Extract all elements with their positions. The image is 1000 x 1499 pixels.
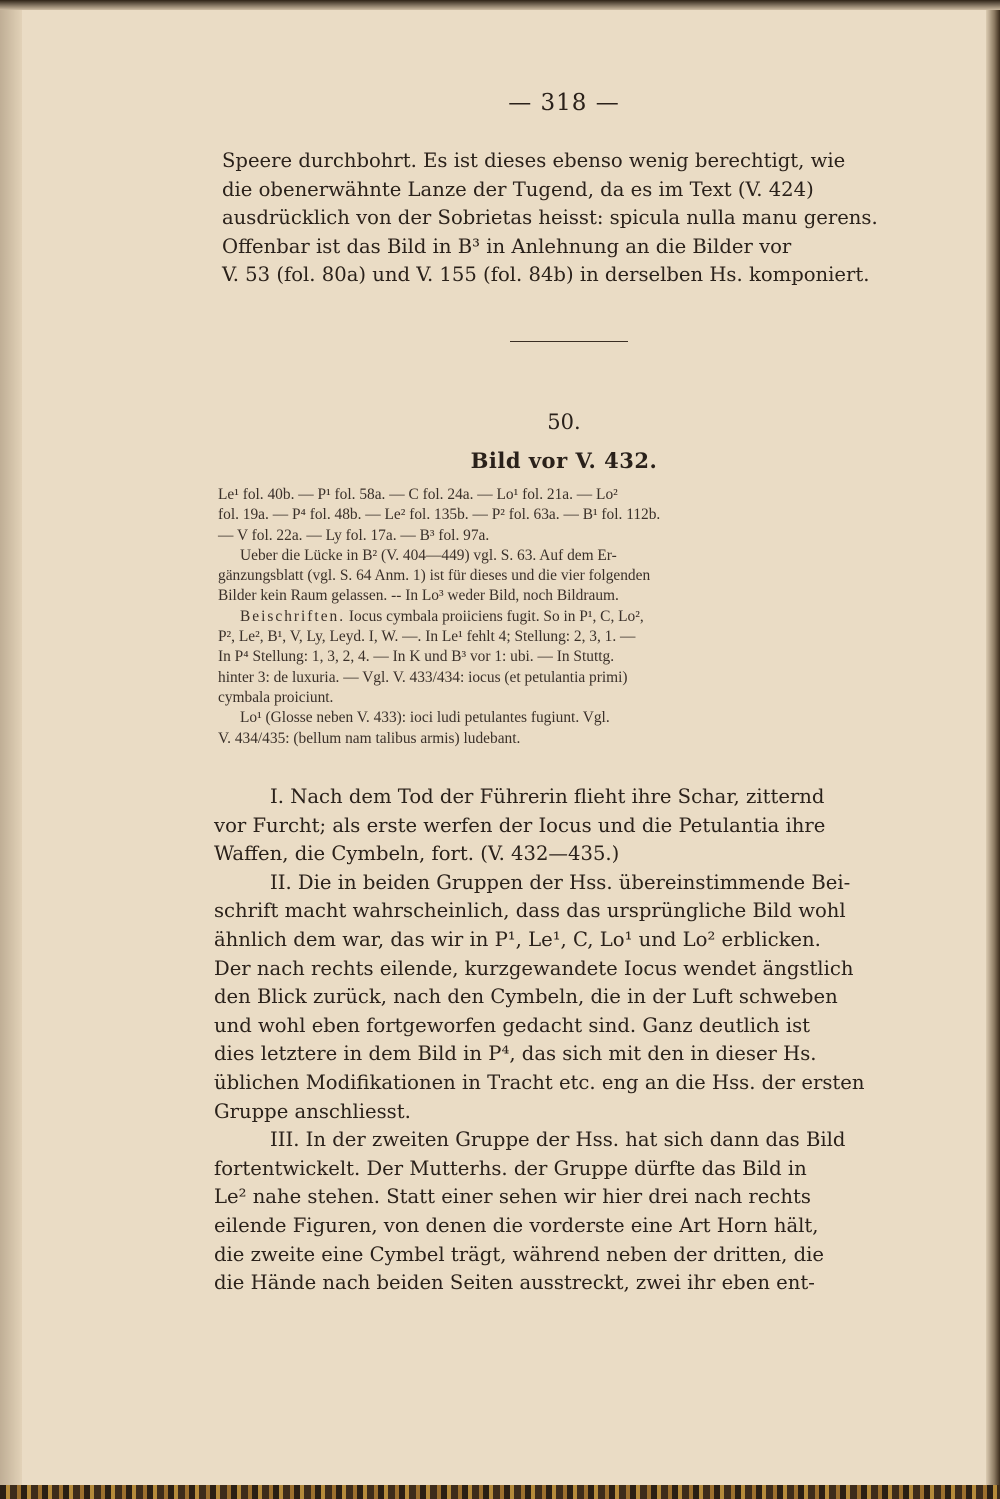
paragraph-line: die Hände nach beiden Seiten ausstreckt, zwei ihr eben ent-: [214, 1271, 815, 1295]
section-divider: [510, 341, 628, 342]
intro-line: V. 53 (fol. 80a) und V. 155 (fol. 84b) in derselben Hs. komponiert.: [222, 263, 870, 287]
gloss-line: V. 434/435: (bellum nam talibus armis) ludebant.: [218, 729, 521, 747]
paragraph-i: [214, 783, 898, 869]
gap-note-line: Bilder kein Raum gelassen. -- In Lo³ weder Bild, noch Bildraum.: [218, 587, 619, 605]
manuscript-line: — V fol. 22a. — Ly fol. 17a. — B³ fol. 97a.: [218, 526, 490, 544]
paragraph-line: ähnlich dem war, das wir in P¹, Le¹, C, Lo¹ und Lo² erblicken.: [214, 927, 821, 951]
paragraph-line: dies letztere in dem Bild in P⁴, das sich mit den in dieser Hs.: [214, 1042, 817, 1066]
intro-line: Offenbar ist das Bild in B³ in Anlehnung an die Bilder vor: [222, 234, 792, 258]
paragraph-line: Gruppe anschliesst.: [214, 1099, 411, 1123]
paragraph-line: III. In der zweiten Gruppe der Hss. hat sich dann das Bild: [270, 1128, 846, 1152]
page-right-edge: [986, 0, 1000, 1499]
critical-apparatus: [218, 485, 904, 749]
section-number: 50.: [547, 410, 581, 434]
inscriptions-line: P², Le², B¹, V, Ly, Leyd. I, W. —. In Le¹ fehlt 4; Stellung: 2, 3, 1. —: [218, 628, 636, 646]
paragraph-line: schrift macht wahrscheinlich, dass das ursprüngliche Bild wohl: [214, 899, 846, 923]
paragraph-line: fortentwickelt. Der Mutterhs. der Gruppe dürfte das Bild in: [214, 1156, 807, 1180]
section-title: Bild vor V. 432.: [470, 448, 658, 473]
page-top-edge: [0, 0, 1000, 10]
paragraph-line: üblichen Modifikationen in Tracht etc. eng an die Hss. der ersten: [214, 1070, 865, 1094]
inscriptions-label: Beischriften.: [240, 607, 346, 625]
inscriptions-first-line: [218, 607, 904, 627]
manuscript-line: Le¹ fol. 40b. — P¹ fol. 58a. — C fol. 24a. — Lo¹ fol. 21a. — Lo²: [218, 486, 618, 503]
book-cover-edge: [0, 1485, 1000, 1499]
inscriptions-line: hinter 3: de luxuria. — Vgl. V. 433/434: iocus (et petulantia primi): [218, 668, 628, 686]
intro-line: Speere durchbohrt. Es ist dieses ebenso wenig berechtigt, wie: [222, 149, 846, 172]
gap-note-line: gänzungsblatt (vgl. S. 64 Anm. 1) ist für dieses und die vier folgenden: [218, 567, 651, 585]
page-number: — 318 —: [508, 90, 620, 116]
page-gutter-shadow: [0, 0, 22, 1499]
intro-paragraph: [222, 147, 900, 290]
intro-line: ausdrücklich von der Sobrietas heisst: spicula nulla manu gerens.: [222, 206, 878, 230]
paragraph-line: I. Nach dem Tod der Führerin flieht ihre Schar, zitternd: [270, 785, 825, 808]
intro-line: die obenerwähnte Lanze der Tugend, da es im Text (V. 424): [222, 177, 814, 201]
inscriptions-text: Iocus cymbala proiiciens fugit. So in P¹, C, Lo²,: [345, 607, 644, 625]
paragraph-line: den Blick zurück, nach den Cymbeln, die in der Luft schweben: [214, 985, 838, 1009]
inscriptions-line: In P⁴ Stellung: 1, 3, 2, 4. — In K und B³ vor 1: ubi. — In Stuttg.: [218, 648, 615, 666]
gap-note-line: Ueber die Lücke in B² (V. 404—449) vgl. S. 63. Auf dem Er-: [240, 546, 617, 564]
paragraph-line: und wohl eben fortgeworfen gedacht sind. Ganz deutlich ist: [214, 1013, 811, 1037]
paragraph-line: Waffen, die Cymbeln, fort. (V. 432—435.): [214, 842, 620, 866]
inscriptions-line: cymbala proiciunt.: [218, 688, 334, 706]
paragraph-line: vor Furcht; als erste werfen der Iocus und die Petulantia ihre: [214, 813, 826, 837]
gloss-line: Lo¹ (Glosse neben V. 433): ioci ludi petulantes fugiunt. Vgl.: [240, 709, 610, 727]
paragraph-line: II. Die in beiden Gruppen der Hss. übereinstimmende Bei-: [270, 870, 851, 894]
commentary-body: [214, 783, 898, 1298]
paragraph-line: Der nach rechts eilende, kurzgewandete Iocus wendet ängstlich: [214, 956, 854, 980]
manuscript-line: fol. 19a. — P⁴ fol. 48b. — Le² fol. 135b. — P² fol. 63a. — B¹ fol. 112b.: [218, 506, 661, 524]
paragraph-line: eilende Figuren, von denen die vorderste eine Art Horn hält,: [214, 1213, 819, 1237]
paragraph-line: die zweite eine Cymbel trägt, während neben der dritten, die: [214, 1242, 825, 1266]
paragraph-iii: [214, 1126, 898, 1298]
paragraph-ii: [214, 869, 898, 1126]
paragraph-line: Le² nahe stehen. Statt einer sehen wir hier drei nach rechts: [214, 1185, 811, 1209]
